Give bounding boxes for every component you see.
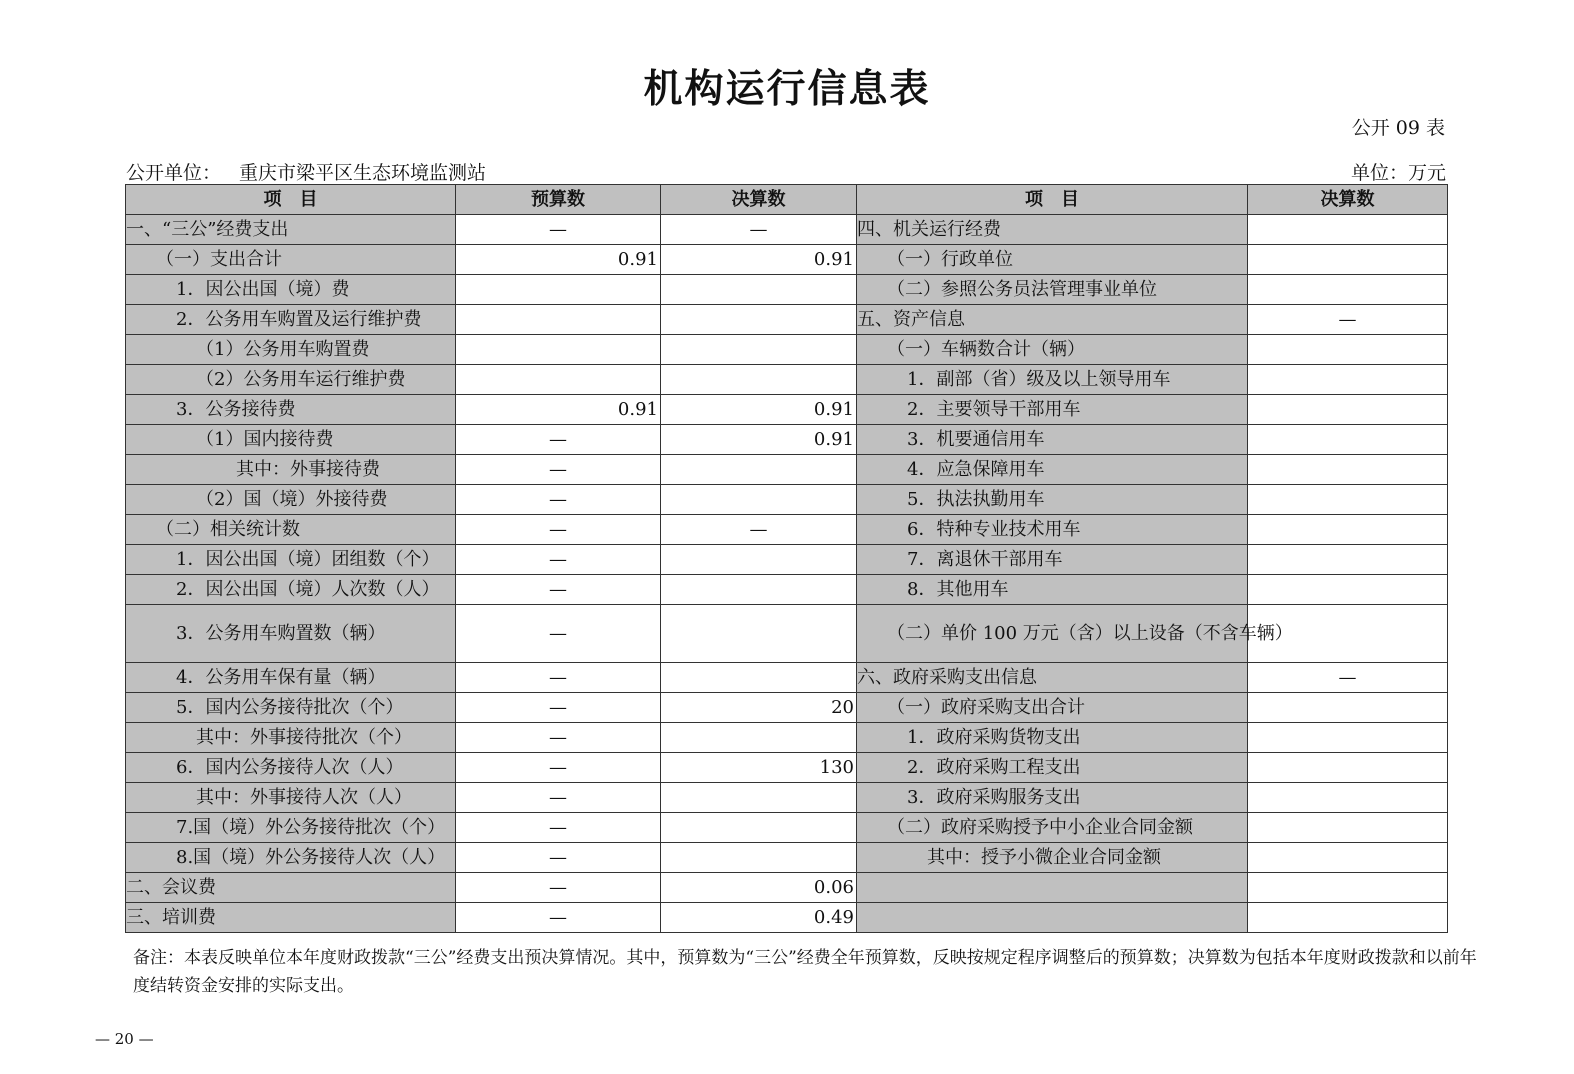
right-final-value bbox=[1248, 545, 1448, 575]
info-table bbox=[125, 184, 1448, 933]
budget-value bbox=[456, 305, 661, 335]
table-row bbox=[126, 305, 1448, 335]
right-final-value bbox=[1248, 485, 1448, 515]
budget-value: — bbox=[456, 753, 661, 783]
final-value: 0.06 bbox=[661, 873, 857, 903]
right-final-value bbox=[1248, 693, 1448, 723]
budget-value: — bbox=[456, 663, 661, 693]
final-value: 0.91 bbox=[661, 245, 857, 275]
table-row bbox=[126, 515, 1448, 545]
right-item-label bbox=[857, 903, 1248, 933]
budget-value: — bbox=[456, 723, 661, 753]
reporting-unit bbox=[126, 158, 486, 185]
budget-value: — bbox=[456, 783, 661, 813]
row-item-label: 二、会议费 bbox=[126, 873, 456, 903]
budget-value: — bbox=[456, 575, 661, 605]
budget-value: — bbox=[456, 425, 661, 455]
final-value: 0.91 bbox=[661, 395, 857, 425]
row-item-label: 1．因公出国（境）费 bbox=[126, 275, 456, 305]
budget-value: 0.91 bbox=[456, 245, 661, 275]
table-row bbox=[126, 843, 1448, 873]
right-item-label: 四、机关运行经费 bbox=[857, 215, 1248, 245]
right-final-value bbox=[1248, 275, 1448, 305]
right-item-label: （一）车辆数合计（辆） bbox=[857, 335, 1248, 365]
table-row bbox=[126, 395, 1448, 425]
right-item-label: （二）单价 100 万元（含）以上设备（不含车辆） bbox=[857, 605, 1248, 663]
right-final-value: — bbox=[1248, 663, 1448, 693]
table-header-row bbox=[126, 185, 1448, 215]
right-item-label: 7．离退休干部用车 bbox=[857, 545, 1248, 575]
right-item-label: 2．主要领导干部用车 bbox=[857, 395, 1248, 425]
row-item-label: 8.国（境）外公务接待人次（人） bbox=[126, 843, 456, 873]
row-item-label: （2）国（境）外接待费 bbox=[126, 485, 456, 515]
right-item-label: 1．政府采购货物支出 bbox=[857, 723, 1248, 753]
row-item-label: 5．国内公务接待批次（个） bbox=[126, 693, 456, 723]
header-final-right: 决算数 bbox=[1248, 185, 1448, 215]
budget-value bbox=[456, 365, 661, 395]
row-item-label: 6．国内公务接待人次（人） bbox=[126, 753, 456, 783]
table-row bbox=[126, 485, 1448, 515]
table-row bbox=[126, 425, 1448, 455]
table-row bbox=[126, 693, 1448, 723]
right-final-value bbox=[1248, 395, 1448, 425]
header-budget: 预算数 bbox=[456, 185, 661, 215]
budget-value: — bbox=[456, 515, 661, 545]
budget-value: — bbox=[456, 215, 661, 245]
table-row bbox=[126, 215, 1448, 245]
right-final-value bbox=[1248, 575, 1448, 605]
right-item-label: 五、资产信息 bbox=[857, 305, 1248, 335]
right-final-value bbox=[1248, 753, 1448, 783]
right-final-value bbox=[1248, 903, 1448, 933]
row-item-label: 一、“三公”经费支出 bbox=[126, 215, 456, 245]
final-value bbox=[661, 305, 857, 335]
budget-value: 0.91 bbox=[456, 395, 661, 425]
final-value bbox=[661, 275, 857, 305]
budget-value: — bbox=[456, 903, 661, 933]
right-item-label: 5．执法执勤用车 bbox=[857, 485, 1248, 515]
right-final-value bbox=[1248, 813, 1448, 843]
final-value bbox=[661, 663, 857, 693]
final-value bbox=[661, 485, 857, 515]
right-item-label: （二）参照公务员法管理事业单位 bbox=[857, 275, 1248, 305]
budget-value bbox=[456, 335, 661, 365]
table-row bbox=[126, 723, 1448, 753]
final-value bbox=[661, 723, 857, 753]
right-item-label: （二）政府采购授予中小企业合同金额 bbox=[857, 813, 1248, 843]
row-item-label: （1）公务用车购置费 bbox=[126, 335, 456, 365]
right-item-label: （一）政府采购支出合计 bbox=[857, 693, 1248, 723]
final-value bbox=[661, 813, 857, 843]
final-value bbox=[661, 575, 857, 605]
header-final-left: 决算数 bbox=[661, 185, 857, 215]
reporting-unit-name: 重庆市梁平区生态环境监测站 bbox=[239, 162, 487, 184]
row-item-label: 其中：外事接待费 bbox=[126, 455, 456, 485]
row-item-label: 2．因公出国（境）人次数（人） bbox=[126, 575, 456, 605]
budget-value: — bbox=[456, 455, 661, 485]
right-item-label: 3．政府采购服务支出 bbox=[857, 783, 1248, 813]
right-final-value bbox=[1248, 873, 1448, 903]
right-final-value bbox=[1248, 783, 1448, 813]
row-item-label: （1）国内接待费 bbox=[126, 425, 456, 455]
money-unit: 单位：万元 bbox=[1350, 162, 1446, 184]
table-row bbox=[126, 783, 1448, 813]
header-item-left: 项 目 bbox=[126, 185, 456, 215]
row-item-label: 2．公务用车购置及运行维护费 bbox=[126, 305, 456, 335]
table-row bbox=[126, 275, 1448, 305]
final-value: 130 bbox=[661, 753, 857, 783]
right-item-label: 3．机要通信用车 bbox=[857, 425, 1248, 455]
table-row bbox=[126, 605, 1448, 663]
reporting-unit-label: 公开单位： bbox=[126, 162, 222, 184]
table-row bbox=[126, 335, 1448, 365]
row-item-label: 4．公务用车保有量（辆） bbox=[126, 663, 456, 693]
table-row bbox=[126, 873, 1448, 903]
row-item-label: 3．公务接待费 bbox=[126, 395, 456, 425]
final-value bbox=[661, 365, 857, 395]
table-row bbox=[126, 903, 1448, 933]
right-final-value bbox=[1248, 365, 1448, 395]
right-item-label: 4．应急保障用车 bbox=[857, 455, 1248, 485]
budget-value: — bbox=[456, 843, 661, 873]
final-value: 0.49 bbox=[661, 903, 857, 933]
budget-value bbox=[456, 275, 661, 305]
table-row bbox=[126, 663, 1448, 693]
budget-value: — bbox=[456, 873, 661, 903]
budget-value: — bbox=[456, 545, 661, 575]
table-row bbox=[126, 365, 1448, 395]
final-value: — bbox=[661, 515, 857, 545]
final-value: 20 bbox=[661, 693, 857, 723]
right-item-label bbox=[857, 873, 1248, 903]
final-value bbox=[661, 545, 857, 575]
row-item-label: 三、培训费 bbox=[126, 903, 456, 933]
right-final-value bbox=[1248, 425, 1448, 455]
table-row bbox=[126, 455, 1448, 485]
row-item-label: （2）公务用车运行维护费 bbox=[126, 365, 456, 395]
right-final-value: — bbox=[1248, 305, 1448, 335]
right-final-value bbox=[1248, 215, 1448, 245]
row-item-label: 3．公务用车购置数（辆） bbox=[126, 605, 456, 663]
table-row bbox=[126, 545, 1448, 575]
table-row bbox=[126, 753, 1448, 783]
right-final-value bbox=[1248, 455, 1448, 485]
right-item-label: （一）行政单位 bbox=[857, 245, 1248, 275]
header-item-right: 项 目 bbox=[857, 185, 1248, 215]
final-value: 0.91 bbox=[661, 425, 857, 455]
table-row bbox=[126, 245, 1448, 275]
page-number: — 20 — bbox=[95, 1030, 154, 1048]
right-final-value bbox=[1248, 723, 1448, 753]
budget-value: — bbox=[456, 485, 661, 515]
right-item-label: 1．副部（省）级及以上领导用车 bbox=[857, 365, 1248, 395]
final-value bbox=[661, 783, 857, 813]
budget-value: — bbox=[456, 813, 661, 843]
right-final-value bbox=[1248, 335, 1448, 365]
final-value: — bbox=[661, 215, 857, 245]
table-row bbox=[126, 813, 1448, 843]
right-final-value bbox=[1248, 515, 1448, 545]
row-item-label: 其中：外事接待批次（个） bbox=[126, 723, 456, 753]
row-item-label: （二）相关统计数 bbox=[126, 515, 456, 545]
row-item-label: 7.国（境）外公务接待批次（个） bbox=[126, 813, 456, 843]
row-item-label: 其中：外事接待人次（人） bbox=[126, 783, 456, 813]
table-body bbox=[126, 215, 1448, 933]
footnote: 备注：本表反映单位本年度财政拨款“三公”经费支出预决算情况。其中，预算数为“三公”经费全年预算数，反映按规定程序调整后的预算数；决算数为包括本年度财政拨款和以前年度结转资金安排的实际支出。 bbox=[133, 948, 1477, 996]
row-item-label: （一）支出合计 bbox=[126, 245, 456, 275]
right-item-label: 6．特种专业技术用车 bbox=[857, 515, 1248, 545]
right-final-value bbox=[1248, 843, 1448, 873]
unit-info-row bbox=[126, 158, 1446, 182]
page-title: 机构运行信息表 bbox=[643, 67, 931, 112]
form-number: 公开 09 表 bbox=[1351, 117, 1445, 139]
final-value bbox=[661, 335, 857, 365]
right-final-value bbox=[1248, 245, 1448, 275]
table-row bbox=[126, 575, 1448, 605]
row-item-label: 1．因公出国（境）团组数（个） bbox=[126, 545, 456, 575]
right-item-label: 2．政府采购工程支出 bbox=[857, 753, 1248, 783]
final-value bbox=[661, 843, 857, 873]
right-item-label: 8．其他用车 bbox=[857, 575, 1248, 605]
right-item-label: 其中：授予小微企业合同金额 bbox=[857, 843, 1248, 873]
budget-value: — bbox=[456, 605, 661, 663]
budget-value: — bbox=[456, 693, 661, 723]
right-item-label: 六、政府采购支出信息 bbox=[857, 663, 1248, 693]
final-value bbox=[661, 455, 857, 485]
final-value bbox=[661, 605, 857, 663]
